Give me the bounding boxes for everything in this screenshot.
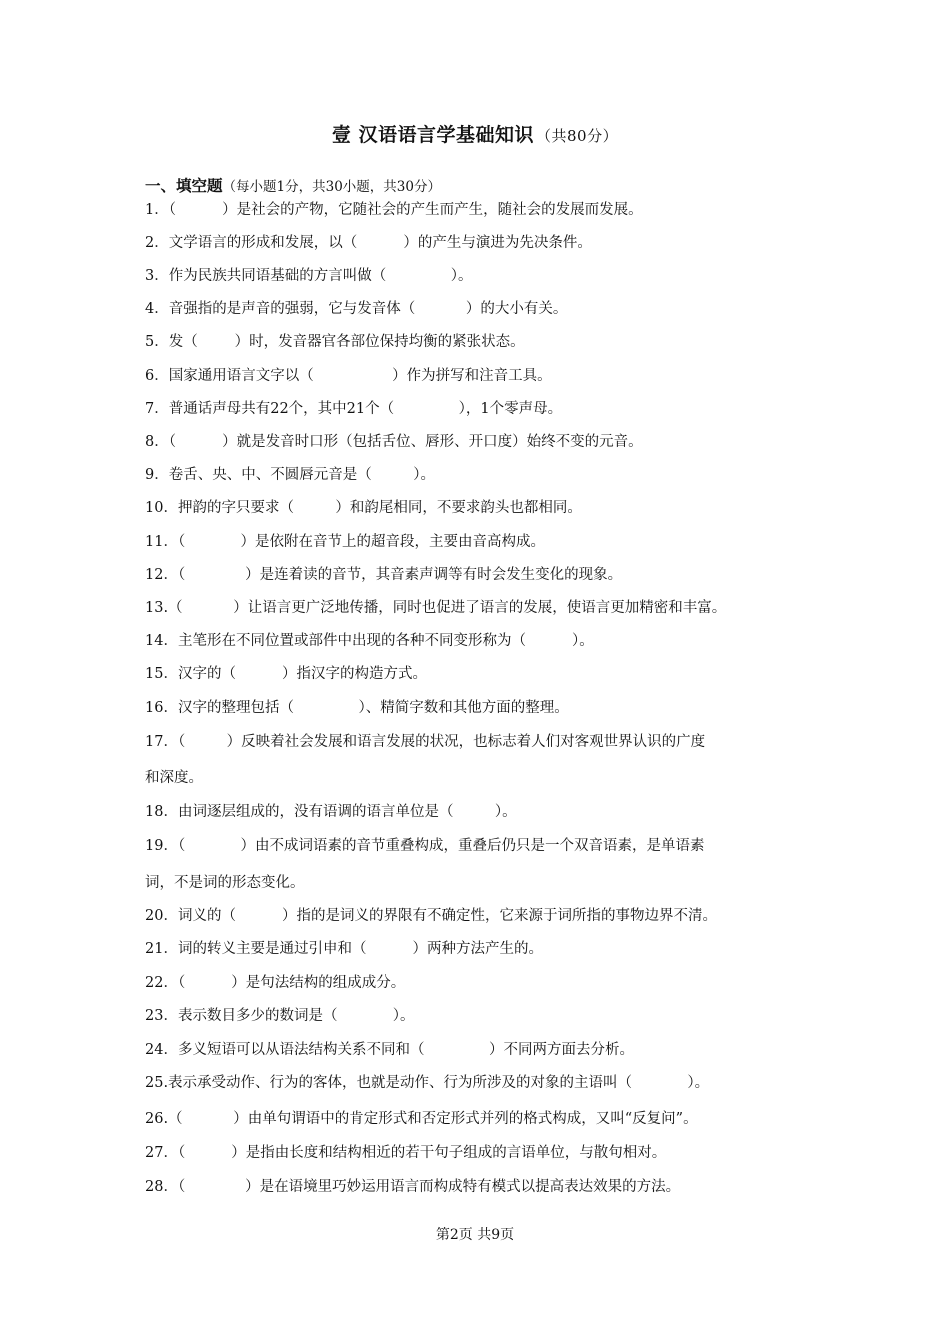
question-line: 26.（ ）由单句谓语中的肯定形式和否定形式并列的格式构成，又叫“反复问”。: [145, 1111, 698, 1127]
question-line-continued: 和深度。: [145, 770, 203, 786]
question-line: 9．卷舌、央、中、不圆唇元音是（ ）。: [145, 467, 435, 483]
question-line: 21．词的转义主要是通过引申和（ ）两种方法产生的。: [145, 941, 544, 957]
question-line-continued: 词，不是词的形态变化。: [145, 875, 305, 891]
question-line: 3．作为民族共同语基础的方言叫做（ ）。: [145, 268, 473, 284]
question-line: 17．（ ）反映着社会发展和语言发展的状况，也标志着人们对客观世界认识的广度: [145, 734, 706, 750]
question-line: 27．（ ）是指由长度和结构相近的若干句子组成的言语单位，与散句相对。: [145, 1145, 667, 1161]
question-line: 4．音强指的是声音的强弱，它与发音体（ ）的大小有关。: [145, 301, 568, 317]
section-title: 一、填空题: [145, 177, 223, 195]
title-score: （共80分）: [536, 127, 619, 145]
question-line: 14．主笔形在不同位置或部件中出现的各种不同变形称为（ ）。: [145, 633, 594, 649]
page-title: [0, 121, 950, 150]
question-line: 5．发（ ）时，发音器官各部位保持均衡的紧张状态。: [145, 334, 525, 350]
question-line: 13.（ ）让语言更广泛地传播，同时也促进了语言的发展，使语言更加精密和丰富。: [145, 600, 727, 616]
section-heading: [145, 175, 441, 198]
question-line: 16．汉字的整理包括（ ）、精简字数和其他方面的整理。: [145, 700, 569, 716]
question-line: 24．多义短语可以从语法结构关系不同和（ ）不同两方面去分析。: [145, 1042, 634, 1058]
question-line: 10．押韵的字只要求（ ）和韵尾相同，不要求韵头也都相同。: [145, 500, 582, 516]
question-line: 15．汉字的（ ）指汉字的构造方式。: [145, 666, 428, 682]
question-line: 28．（ ）是在语境里巧妙运用语言而构成特有模式以提高表达效果的方法。: [145, 1179, 681, 1195]
question-line: 18．由词逐层组成的，没有语调的语言单位是（ ）。: [145, 804, 517, 820]
question-line: 19．（ ）由不成词语素的音节重叠构成，重叠后仍只是一个双音语素，是单语素: [145, 838, 705, 854]
question-line: 8．（ ）就是发音时口形（包括舌位、唇形、开口度）始终不变的元音。: [145, 434, 643, 450]
question-line: 25.表示承受动作、行为的客体，也就是动作、行为所涉及的对象的主语叫（ ）。: [145, 1075, 710, 1091]
question-line: 7．普通话声母共有22个，其中21个（ ），1个零声母。: [145, 401, 563, 417]
question-line: 1．（ ）是社会的产物，它随社会的产生而产生，随社会的发展而发展。: [145, 202, 643, 218]
question-line: 6．国家通用语言文字以（ ）作为拼写和注音工具。: [145, 368, 552, 384]
page-footer: 第2页 共9页: [435, 1227, 515, 1243]
question-line: 2．文学语言的形成和发展，以（ ）的产生与演进为先决条件。: [145, 235, 592, 251]
question-line: 23．表示数目多少的数词是（ ）。: [145, 1008, 415, 1024]
section-instructions: （每小题1分，共30小题，共30分）: [222, 179, 441, 195]
question-line: 20．词义的（ ）指的是词义的界限有不确定性，它来源于词所指的事物边界不清。: [145, 908, 718, 924]
title-main: 壹 汉语语言学基础知识: [331, 124, 535, 146]
question-line: 22．（ ）是句法结构的组成成分。: [145, 975, 406, 991]
question-line: 11．（ ）是依附在音节上的超音段，主要由音高构成。: [145, 534, 546, 550]
question-line: 12．（ ）是连着读的音节，其音素声调等有时会发生变化的现象。: [145, 567, 623, 583]
